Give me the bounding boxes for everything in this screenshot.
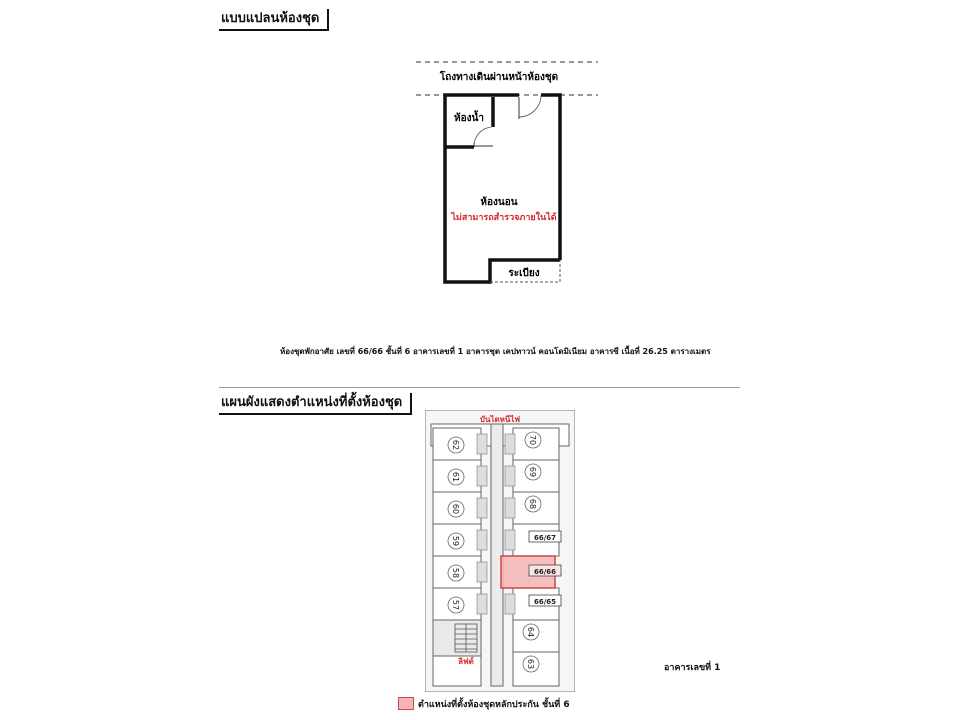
unit-63: 63 [526, 658, 535, 670]
floor-plan-heading: แบบแปลนห้องชุด [219, 9, 329, 31]
fire-exit-label: บันไดหนีไฟ [479, 415, 521, 424]
unit-66-66: 66/66 [533, 568, 557, 576]
unit-60: 60 [451, 503, 460, 515]
bathroom-label: ห้องน้ำ [454, 113, 484, 124]
unit-68: 68 [528, 498, 537, 510]
location-map-heading: แผนผังแสดงตำแหน่งที่ตั้งห้องชุด [219, 393, 412, 415]
unit-61: 61 [451, 471, 460, 483]
unit-62: 62 [451, 439, 460, 451]
bathroom-door-swing [474, 127, 493, 146]
unit-caption: ห้องชุดพักอาศัย เลขที่ 66/66 ชั้นที่ 6 อาคารเลขที่ 1 อาคารชุด เคปทาวน์ คอนโดมิเนียม อาคารซี เนื้อที่ 26.25 ตารางเมตร [280, 347, 711, 356]
outer-wall-right [541, 95, 560, 260]
bedroom-note: ไม่สามารถสำรวจภายในได้ [451, 213, 557, 223]
unit-66-65: 66/65 [533, 598, 557, 606]
site-map [425, 410, 575, 692]
bedroom-label: ห้องนอน [480, 197, 518, 208]
building-number-label: อาคารเลขที่ 1 [664, 663, 721, 673]
unit-59: 59 [451, 535, 460, 547]
unit-64: 64 [526, 626, 535, 638]
unit-58: 58 [451, 567, 460, 579]
lift-label: ลิฟต์ [458, 657, 474, 666]
legend-swatch [398, 697, 414, 710]
legend-text: ตำแหน่งที่ตั้งห้องชุดหลักประกัน ชั้นที่ 6 [418, 700, 570, 710]
entry-door-swing [519, 95, 541, 117]
unit-70: 70 [528, 434, 537, 446]
unit-69: 69 [528, 466, 537, 478]
floor-plan-drawing [0, 0, 960, 330]
corridor-label: โถงทางเดินผ่านหน้าห้องชุด [439, 72, 559, 83]
balcony-label: ระเบียง [508, 268, 540, 279]
section-divider [219, 387, 740, 388]
unit-66-67: 66/67 [533, 534, 557, 542]
unit-57: 57 [451, 599, 460, 611]
